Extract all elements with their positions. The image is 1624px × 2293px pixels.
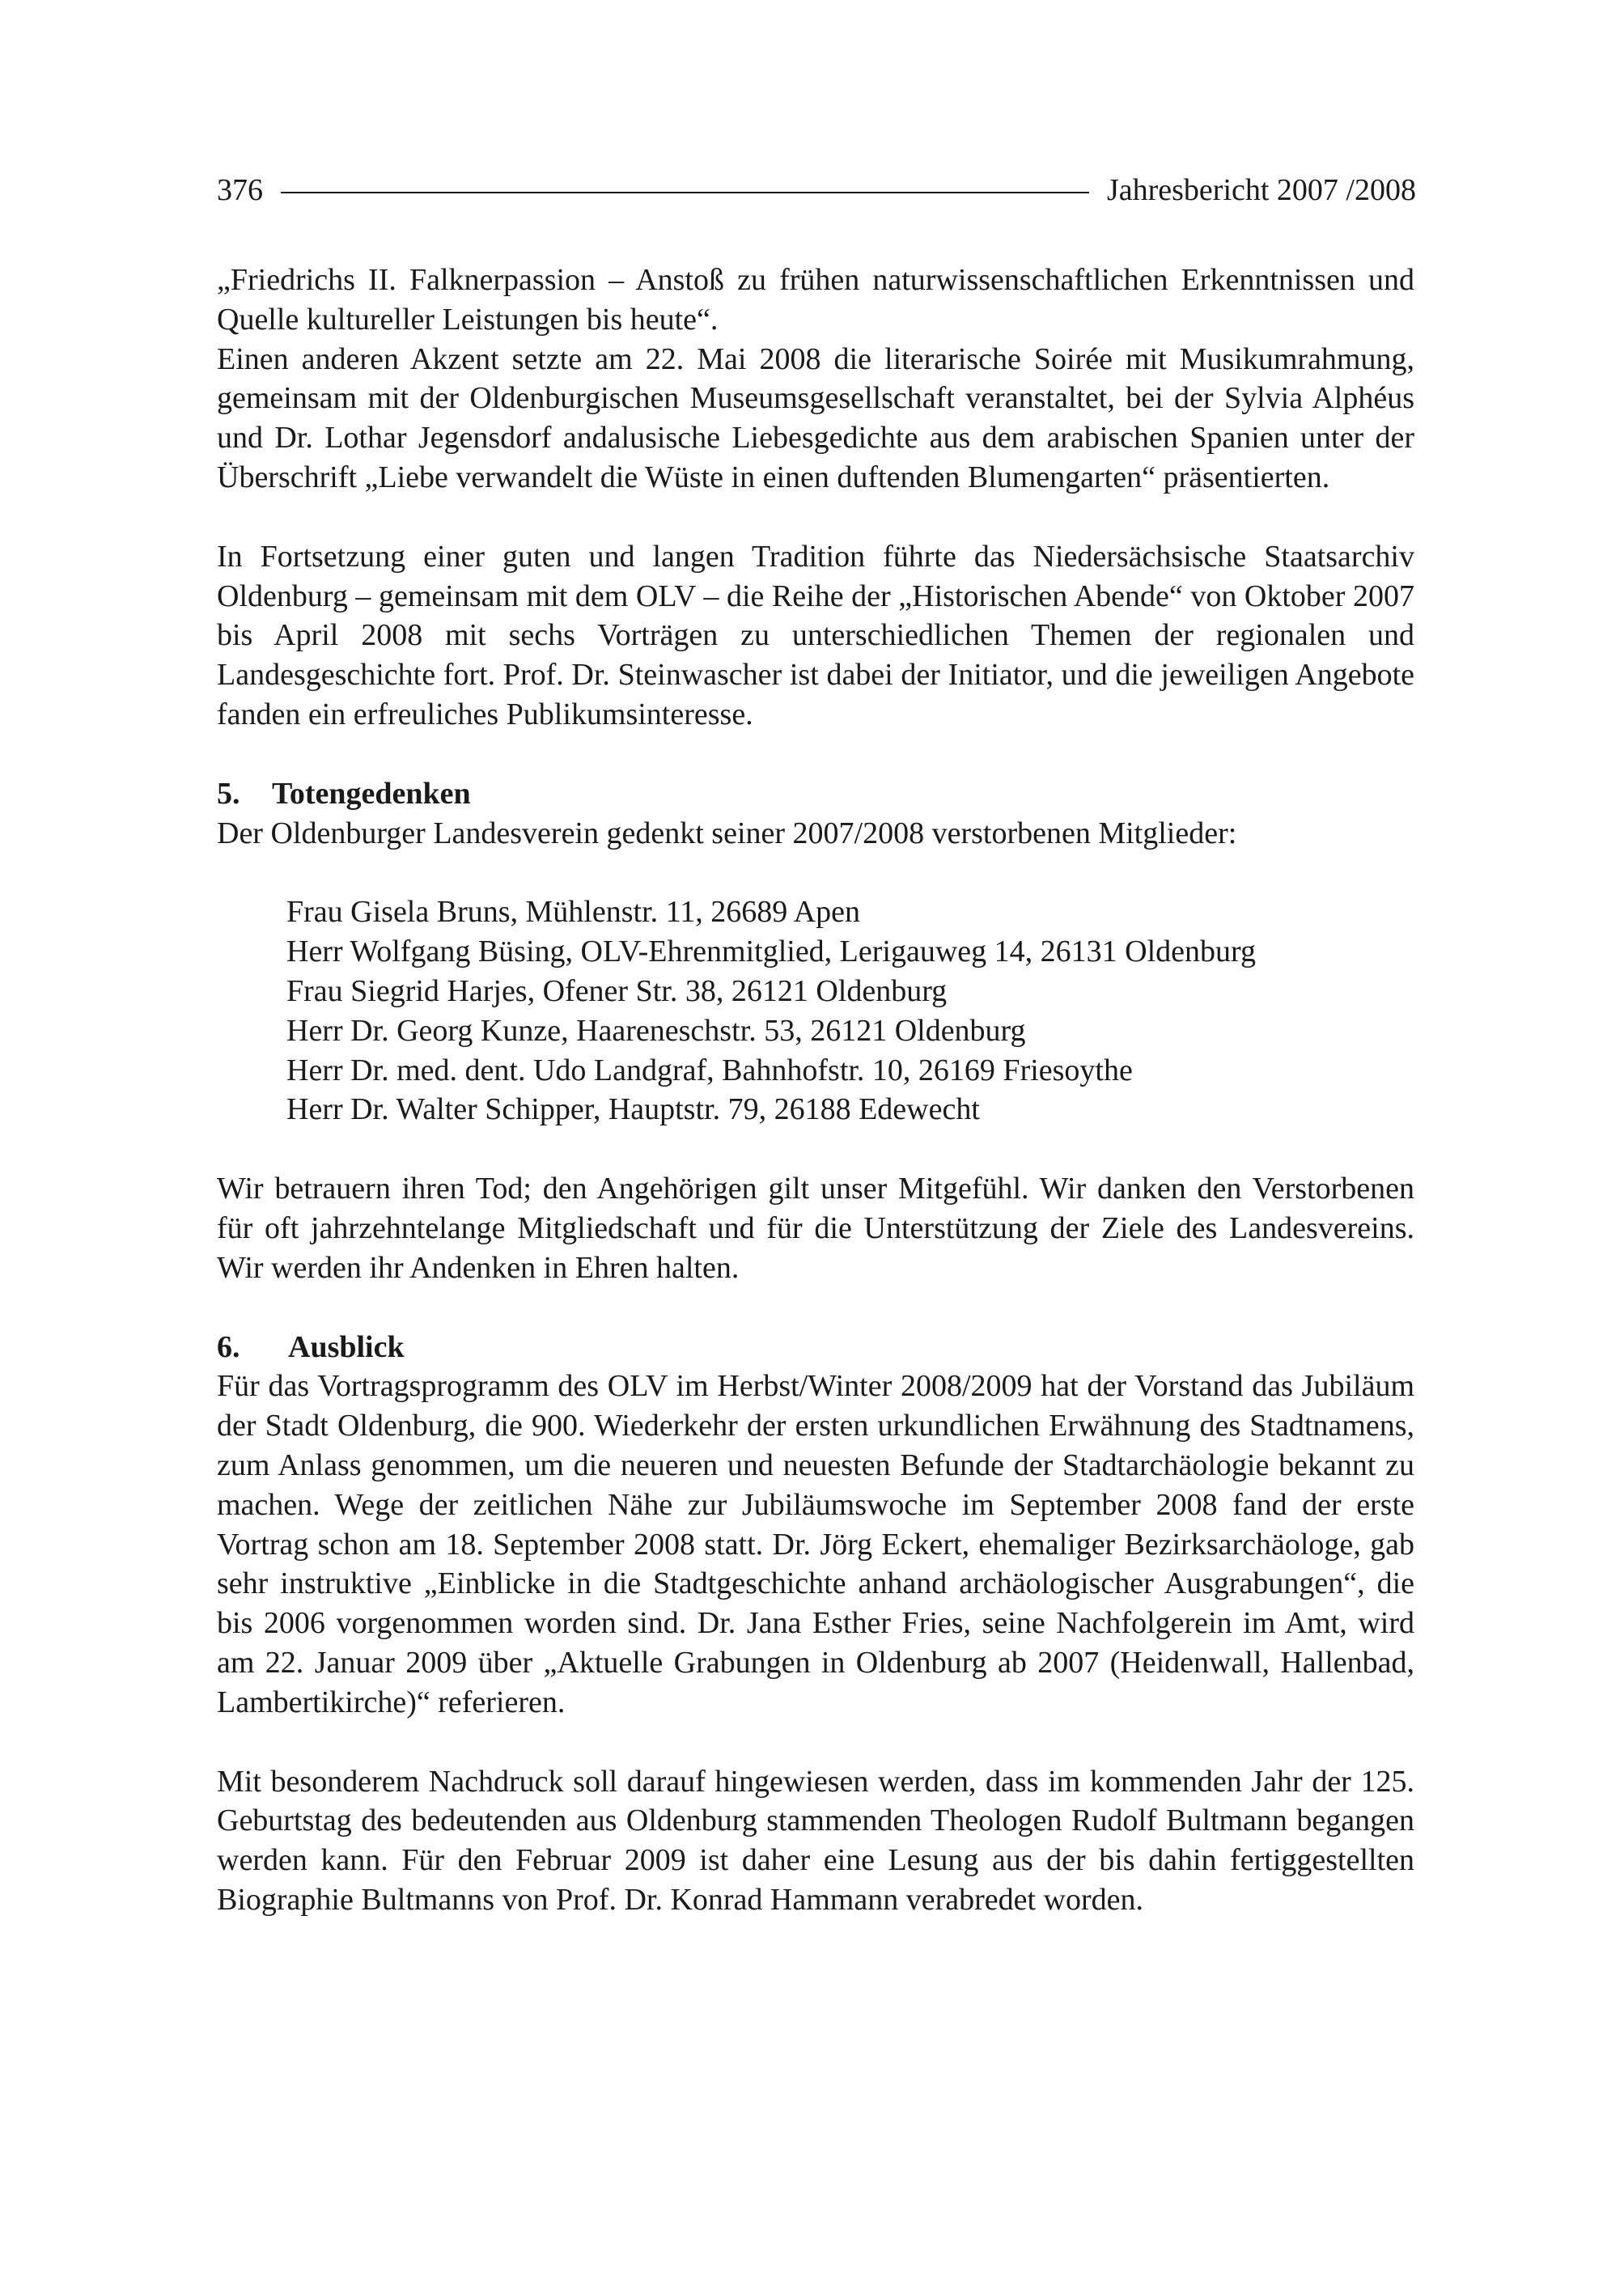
list-item: Herr Wolfgang Büsing, OLV-Ehrenmitglied, Lerigauweg 14, 26131 Oldenburg	[286, 935, 1256, 969]
historical-evenings-paragraph: In Fortsetzung einer guten und langen Tradition führte das Niedersächsische Staatsarchiv Oldenburg – gemeinsam mit dem OLV – die Reihe der „Historischen Abende“ von Oktober 2007 bis April 2008 mit sechs Vorträgen zu unterschiedlichen Themen der regionalen und Landesgeschichte fort. Prof. Dr. Steinwascher ist dabei der Initiator, und die jeweiligen Angebote fanden ein erfreuliches Publikumsinteresse.	[217, 539, 1414, 731]
running-header	[217, 170, 1416, 210]
list-item: Frau Gisela Bruns, Mühlenstr. 11, 26689 Apen	[286, 895, 860, 930]
header-rule	[281, 192, 1089, 193]
list-item: Herr Dr. Georg Kunze, Haareneschstr. 53, 26121 Oldenburg	[286, 1013, 1026, 1048]
section-title: Totengedenken	[272, 776, 471, 811]
section-number: 6.	[217, 1329, 240, 1364]
outlook-paragraph: Für das Vortragsprogramm des OLV im Herbst/Winter 2008/2009 hat der Vorstand das Jubiläum der Stadt Oldenburg, die 900. Wiederkehr der ersten urkundlichen Erwähnung des Stadtnamens, zum Anlass genommen, um die neueren und neuesten Befunde der Stadtarchäologie bekannt zu machen. Wege der zeitlichen Nähe zur Jubiläumswoche im September 2008 fand der erste Vortrag schon am 18. September 2008 statt. Dr. Jörg Eckert, ehemaliger Bezirksarchäologe, gab sehr instruktive „Einblicke in die Stadtgeschichte anhand archäologischer Ausgrabungen“, die bis 2006 vorgenommen worden sind. Dr. Jana Esther Fries, seine Nachfolgerein im Amt, wird am 22. Januar 2009 über „Aktuelle Grabungen in Oldenburg ab 2007 (Heidenwall, Hallenbad, Lambertikirche)“ referieren.	[217, 1369, 1414, 1719]
section-title: Ausblick	[288, 1329, 405, 1364]
soiree-paragraph: Einen anderen Akzent setzte am 22. Mai 2008 die literarische Soirée mit Musikumrahmung, gemeinsam mit der Oldenburgischen Museumsgesellschaft veranstaltet, bei der Sylvia Alphéus und Dr. Lothar Jegensdorf andalusische Liebesgedichte aus dem arabischen Spanien unter der Überschrift „Liebe verwandelt die Wüste in einen duftenden Blumengarten“ präsentierten.	[217, 341, 1414, 494]
memorial-closing-paragraph: Wir betrauern ihren Tod; den Angehörigen gilt unser Mitgefühl. Wir danken den Verstorbenen für oft jahrzehntelange Mitgliedschaft und für die Unterstützung der Ziele des Landesvereins. Wir werden ihr Andenken in Ehren halten.	[217, 1172, 1414, 1285]
bultmann-paragraph: Mit besonderem Nachdruck soll darauf hingewiesen werden, dass im kommenden Jahr der 125. Geburtstag des bedeutenden aus Oldenburg stammenden Theologen Rudolf Bultmann begangen werden kann. Für den Februar 2009 ist daher eine Lesung aus der bis dahin fertiggestellten Biographie Bultmanns von Prof. Dr. Konrad Hammann verabredet worden.	[217, 1764, 1414, 1917]
lecture-title-paragraph: „Friedrichs II. Falknerpassion – Anstoß zu frühen naturwissenschaftlichen Erkenntnissen und Quelle kultureller Leistungen bis heute“.	[217, 263, 1414, 337]
journal-title: Jahresbericht 2007 /2008	[1106, 173, 1416, 207]
memorial-intro: Der Oldenburger Landesverein gedenkt seiner 2007/2008 verstorbenen Mitglieder:	[217, 816, 1237, 850]
list-item: Herr Dr. Walter Schipper, Hauptstr. 79, 26188 Edewecht	[286, 1092, 980, 1127]
section-number: 5.	[217, 776, 240, 811]
section-heading-totengedenken	[217, 774, 1414, 814]
page-number: 376	[217, 173, 263, 207]
section-heading-ausblick	[217, 1328, 1414, 1367]
list-item: Herr Dr. med. dent. Udo Landgraf, Bahnhofstr. 10, 26169 Friesoythe	[286, 1053, 1133, 1087]
deceased-members-list	[217, 892, 1414, 1130]
list-item: Frau Siegrid Harjes, Ofener Str. 38, 26121 Oldenburg	[286, 973, 948, 1008]
body-text	[217, 261, 1414, 1920]
